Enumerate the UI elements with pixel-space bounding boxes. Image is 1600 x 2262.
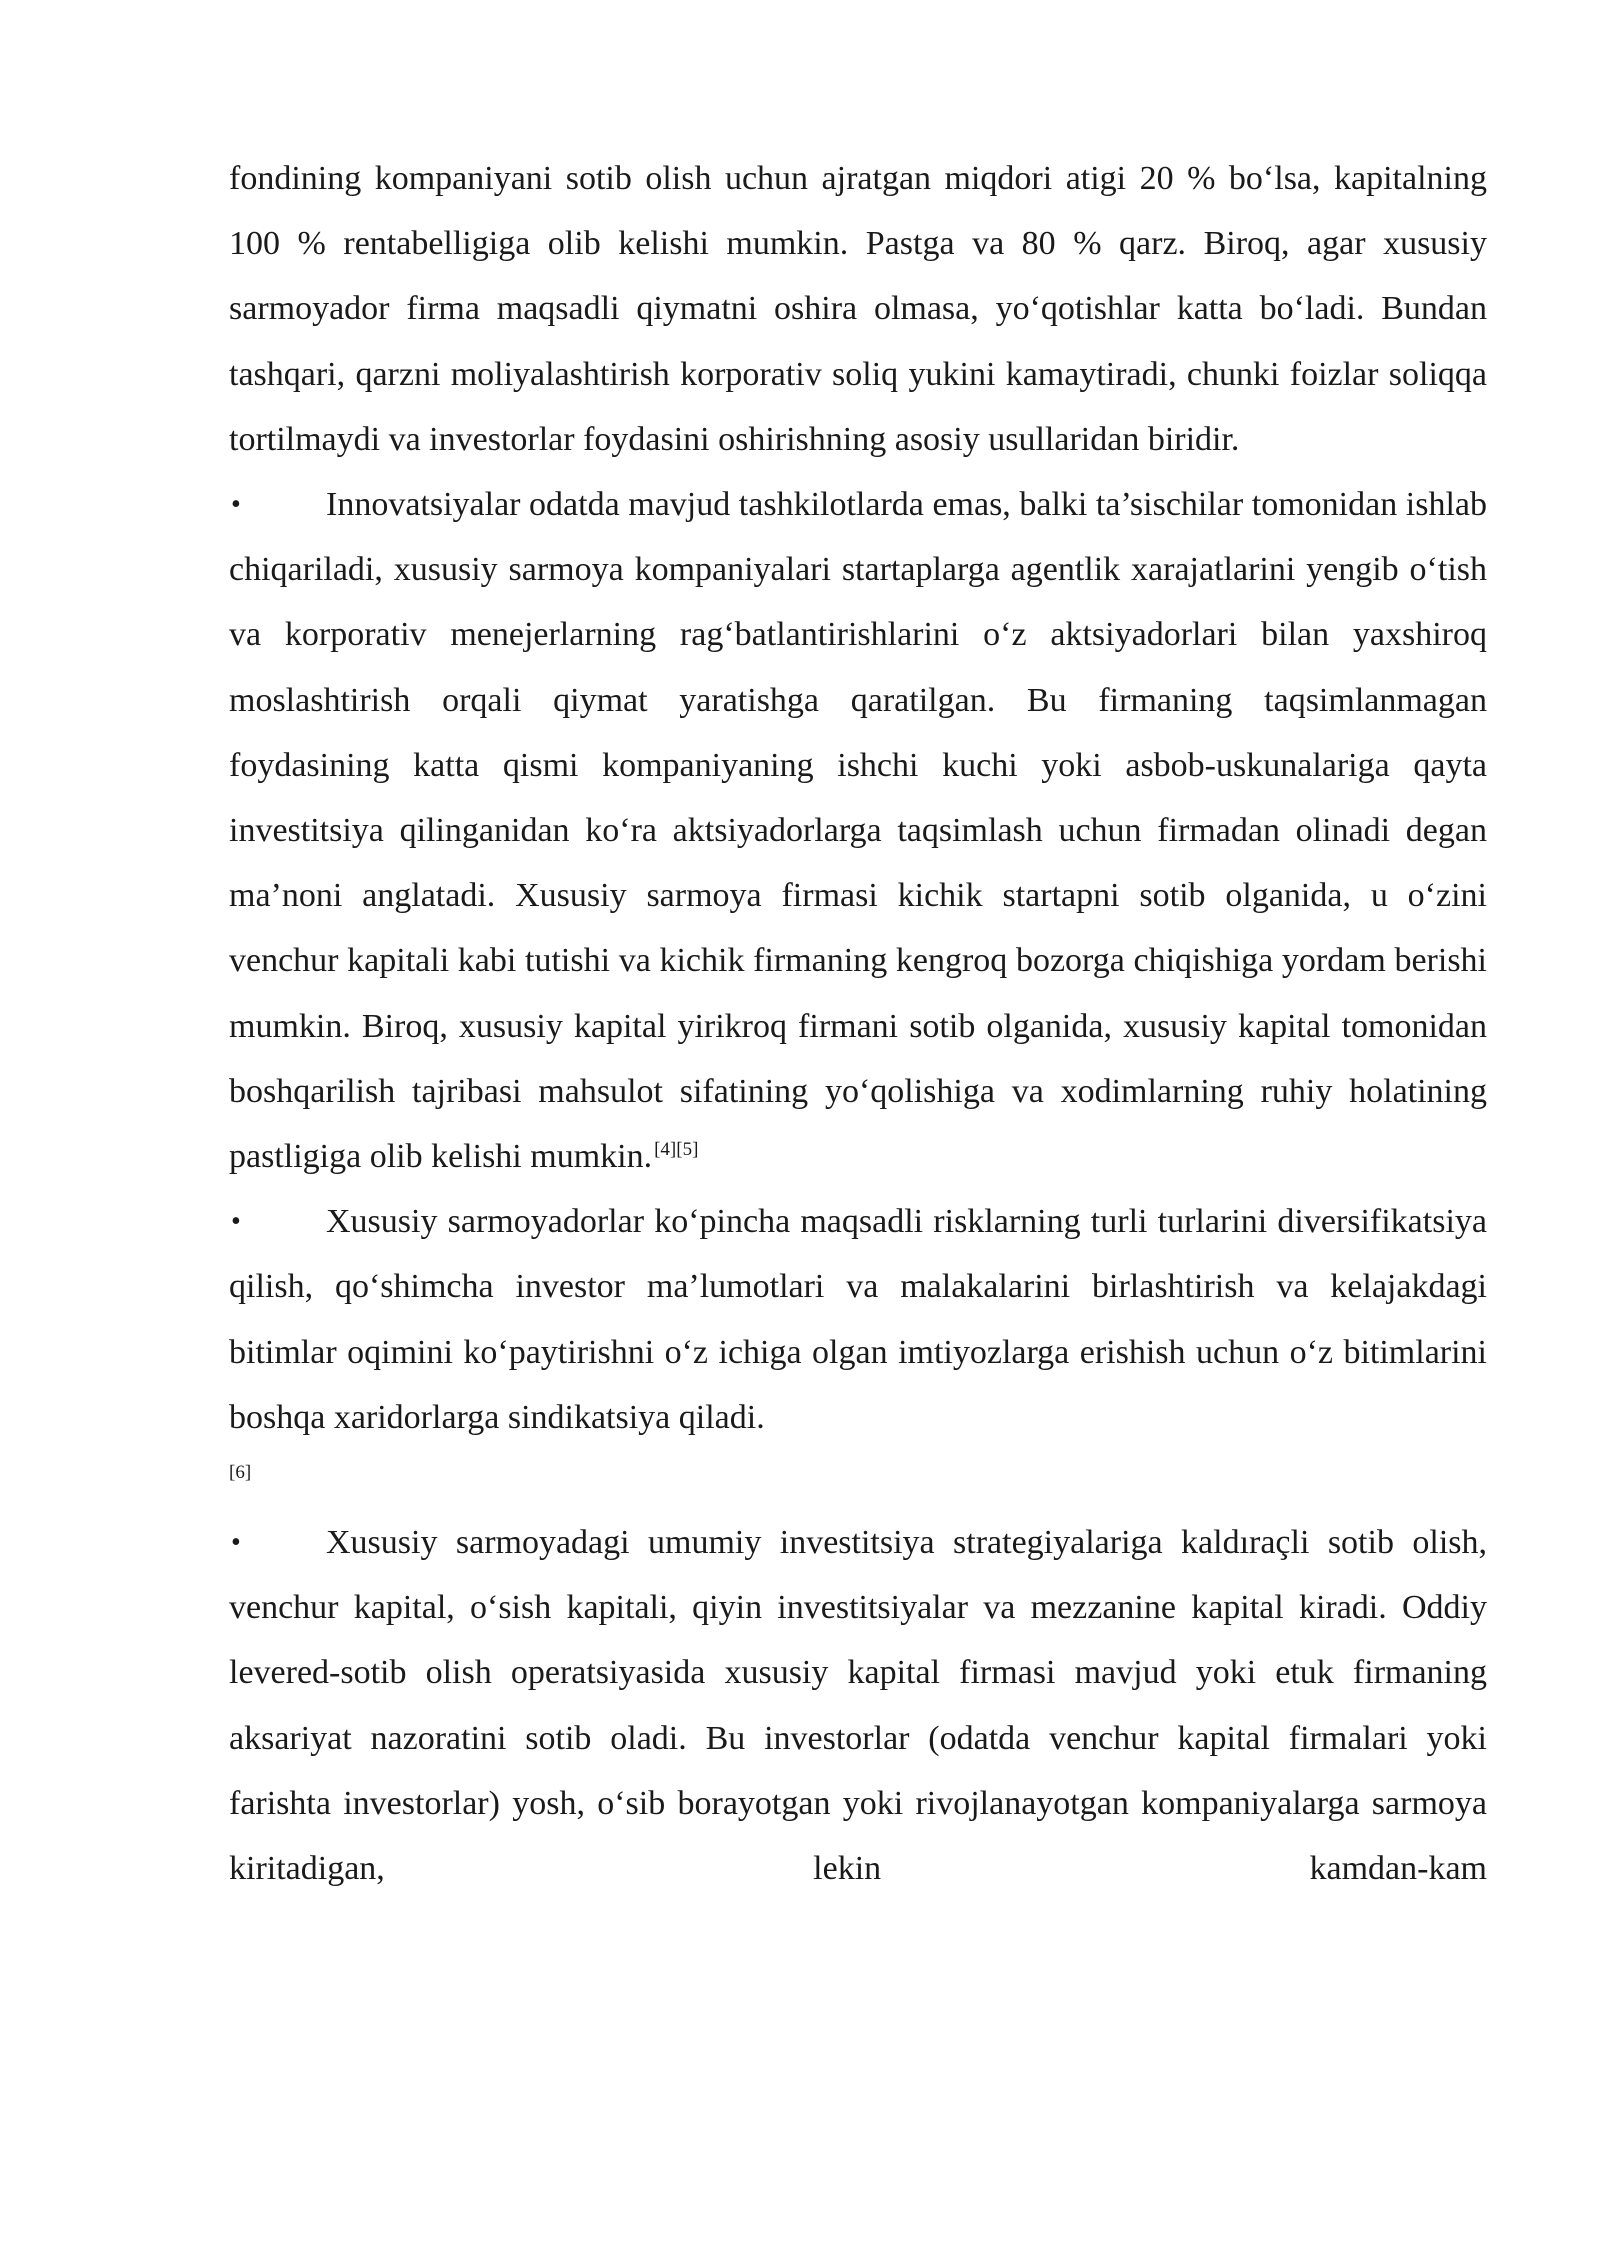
bullet-paragraph: Xususiy sarmoyadagi umumiy investitsiya strategiyalariga kaldıraçli sotib olish, venchur kapital, o‘sish kapitali, qiyin investitsiyalar va mezzanine kapital kiradi. Oddiy levered-sotib olish operatsiyasida xususiy kapital firmasi mavjud yoki etuk firmaning aksariyat nazoratini sotib oladi. Bu investorlar (odatda venchur kapital firmalari yoki farishta investorlar) yosh, o‘sib borayotgan yoki rivojlanayotgan kompaniyalarga sarmoya kiritadigan, lekin kamdan-kam <box>229 1524 1487 1888</box>
bullet-icon: • <box>231 489 241 521</box>
document-page <box>229 146 1487 1901</box>
bullet-paragraph <box>229 472 1487 1189</box>
bullet-icon: • <box>231 1527 241 1559</box>
bullet-icon: • <box>231 1206 241 1238</box>
bullet-item-syndication <box>229 1189 1487 1488</box>
paragraph-intro: fondining kompaniyani sotib olish uchun ajratgan miqdori atigi 20 % bo‘lsa, kapitalning 100 % rentabelligiga olib kelishi mumkin. Pastga va 80 % qarz. Biroq, agar xususiy sarmoyador firma maqsadli qiymatni oshira olmasa, yo‘qotishlar katta bo‘ladi. Bundan tashqari, qarzni moliyalashtirish korporativ soliq yukini kamaytiradi, chunki foizlar soliqqa tortilmaydi va investorlar foydasini oshirishning asosiy usullaridan biridir. <box>229 160 1487 458</box>
bullet-item-innovation <box>229 472 1487 1189</box>
bullet-paragraph: Xususiy sarmoyadorlar ko‘pincha maqsadli risklarning turli turlarini diversifikatsiya qilish, qo‘shimcha investor ma’lumotlari va malakalarini birlashtirish va kelajakdagi bitimlar oqimini ko‘paytirishni o‘z ichiga olgan imtiyozlarga erishish uchun o‘z bitimlarini boshqa xaridorlarga sindikatsiya qiladi. <box>229 1203 1487 1436</box>
bullet-paragraph-text: Innovatsiyalar odatda mavjud tashkilotlarda emas, balki ta’sischilar tomonidan ishlab chiqariladi, xususiy sarmoya kompaniyalari startaplarga agentlik xarajatlarini yengib o‘tish va korporativ menejerlarning rag‘batlantirishlarini o‘z aktsiyadorlari bilan yaxshiroq moslashtirish orqali qiymat yaratishga qaratilgan. Bu firmaning taqsimlanmagan foydasining katta qismi kompaniyaning ishchi kuchi yoki asbob-uskunalariga qayta investitsiya qilinganidan ko‘ra aktsiyadorlarga taqsimlash uchun firmadan olinadi degan ma’noni anglatadi. Xususiy sarmoya firmasi kichik startapni sotib olganida, u o‘zini venchur kapitali kabi tutishi va kichik firmaning kengroq bozorga chiqishiga yordam berishi mumkin. Biroq, xususiy kapital yirikroq firmani sotib olganida, xususiy kapital tomonidan boshqarilish tajribasi mahsulot sifatining yo‘qolishiga va xodimlarning ruhiy holatining pastligiga olib kelishi mumkin. <box>229 486 1487 1176</box>
footnote-reference[interactable]: [4][5] <box>654 1138 699 1160</box>
footnote-reference[interactable]: [6] <box>229 1462 252 1484</box>
bullet-item-strategies <box>229 1510 1487 1901</box>
